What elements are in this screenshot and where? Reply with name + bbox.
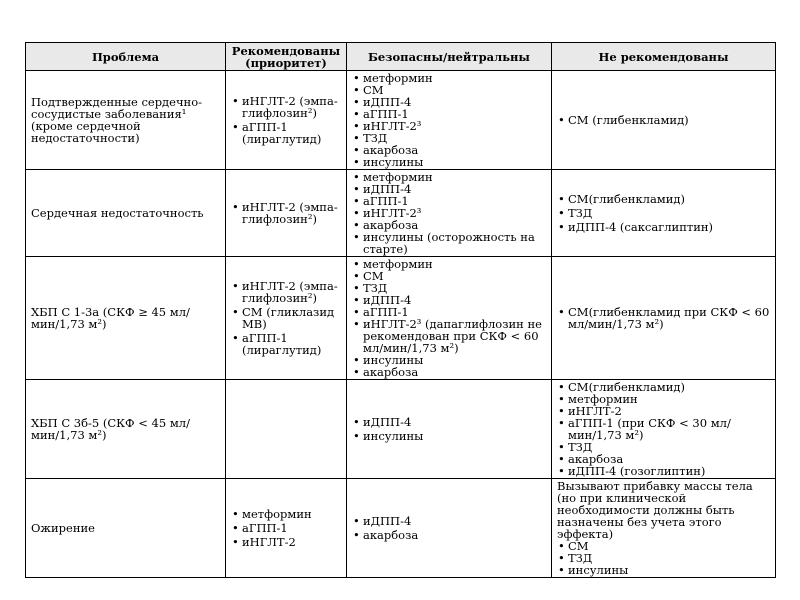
drug-list [557,306,770,330]
drug-list-item: • иДПП-4 [352,515,546,527]
cell-not-recommended [552,170,776,257]
drug-list-item: • СМ (глибенкламид) [557,114,770,126]
cell-safe [347,479,552,578]
cell-problem: Подтвержденные сердечно-сосудистые заболевания¹ (кроме сердечной недостаточности) [26,71,226,170]
drug-list-item: • СМ [557,540,770,552]
drug-list-item: • аГПП-1 [352,306,546,318]
drug-list-item: • иНГЛТ-2 (эмпа-глифлозин²) [231,280,341,304]
drug-list [231,508,341,548]
drug-list-item: • СМ [352,270,546,282]
drug-list-item: • иДПП-4 (саксаглиптин) [557,221,770,233]
drug-list-item: • иДПП-4 [352,416,546,428]
header-safe: Безопасны/нейтральны [347,43,552,71]
drug-list-item: • СМ(глибенкламид) [557,193,770,205]
drug-list-item: • акарбоза [352,144,546,156]
cell-problem: Сердечная недостаточность [26,170,226,257]
drug-list-item: • инсулины (осторожность на старте) [352,231,546,255]
drug-list-item: • иДПП-4 [352,294,546,306]
drug-list-item: • иДПП-4 (гозоглиптин) [557,465,770,477]
drug-list-item: • иНГЛТ-2³ [352,120,546,132]
drug-list-item: • иНГЛТ-2³ [352,207,546,219]
table-row [26,479,776,578]
drug-list-item: • аГПП-1 (при СКФ < 30 мл/мин/1,73 м²) [557,417,770,441]
drug-list-item: • СМ (гликлазид МВ) [231,306,341,330]
cell-not-recommended [552,71,776,170]
drug-list [352,171,546,255]
drug-list-item: • иНГЛТ-2 [231,536,341,548]
drug-list-item: • аГПП-1 (лираглутид) [231,332,341,356]
cell-safe [347,380,552,479]
drug-list [231,280,341,356]
header-problem: Проблема [26,43,226,71]
header-not-recommended: Не рекомендованы [552,43,776,71]
drug-list-item: • метформин [557,393,770,405]
drug-list-item: • ТЗД [557,552,770,564]
drug-list-item: • ТЗД [557,441,770,453]
cell-not-recommended [552,257,776,380]
drug-list-item: • метформин [352,171,546,183]
drug-list [231,201,341,225]
drug-list-item: • СМ(глибенкламид) [557,381,770,393]
table-body [26,71,776,578]
drug-list-item: • аГПП-1 [352,108,546,120]
drug-list [557,193,770,233]
drug-list [557,114,770,126]
cell-recommended [226,170,347,257]
drug-list-item: • метформин [352,258,546,270]
table-row [26,170,776,257]
recommendations-table [25,42,776,578]
header-recommended: Рекомендованы (приоритет) [226,43,347,71]
drug-list-item: • акарбоза [557,453,770,465]
drug-list-item: • инсулины [352,430,546,442]
cell-safe [347,257,552,380]
drug-list-item: • метформин [352,72,546,84]
drug-list-item: • СМ [352,84,546,96]
drug-list-item: • ТЗД [557,207,770,219]
drug-list-item: • иНГЛТ-2³ (дапаглифлозин не рекомендован при СКФ < 60 мл/мин/1,73 м²) [352,318,546,354]
drug-list-item: • инсулины [352,156,546,168]
cell-problem: ХБП С 1-3а (СКФ ≥ 45 мл/мин/1,73 м²) [26,257,226,380]
cell-recommended [226,479,347,578]
drug-list-item: • иНГЛТ-2 (эмпа-глифлозин²) [231,201,341,225]
cell-recommended [226,71,347,170]
drug-list-item: • аГПП-1 [352,195,546,207]
cell-note: Вызывают прибавку массы тела (но при клинической необходимости должны быть назначены без учета этого эффекта) [557,479,753,541]
drug-list-item: • иДПП-4 [352,96,546,108]
table-row [26,71,776,170]
cell-problem: Ожирение [26,479,226,578]
drug-list [557,381,770,477]
drug-list-item: • инсулины [557,564,770,576]
drug-list-item: • иНГЛТ-2 [557,405,770,417]
cell-not-recommended [552,380,776,479]
drug-list [352,416,546,442]
drug-list-item: • СМ(глибенкламид при СКФ < 60 мл/мин/1,73 м²) [557,306,770,330]
cell-safe [347,71,552,170]
drug-list-item: • иДПП-4 [352,183,546,195]
drug-list [352,258,546,378]
drug-list-item: • инсулины [352,354,546,366]
drug-list [557,540,770,576]
drug-list-item: • иНГЛТ-2 (эмпа-глифлозин²) [231,95,341,119]
cell-problem: ХБП С 3б-5 (СКФ < 45 мл/мин/1,73 м²) [26,380,226,479]
drug-list-item: • акарбоза [352,366,546,378]
drug-list [231,95,341,145]
cell-not-recommended [552,479,776,578]
drug-list-item: • аГПП-1 [231,522,341,534]
cell-recommended [226,380,347,479]
drug-list-item: • ТЗД [352,132,546,144]
drug-list [352,515,546,541]
drug-list-item: • акарбоза [352,529,546,541]
drug-list [352,72,546,168]
table-row [26,257,776,380]
drug-list-item: • акарбоза [352,219,546,231]
drug-list-item: • аГПП-1 (лираглутид) [231,121,341,145]
drug-list-item: • ТЗД [352,282,546,294]
cell-recommended [226,257,347,380]
cell-safe [347,170,552,257]
table-row [26,380,776,479]
drug-list-item: • метформин [231,508,341,520]
header-row [26,43,776,71]
